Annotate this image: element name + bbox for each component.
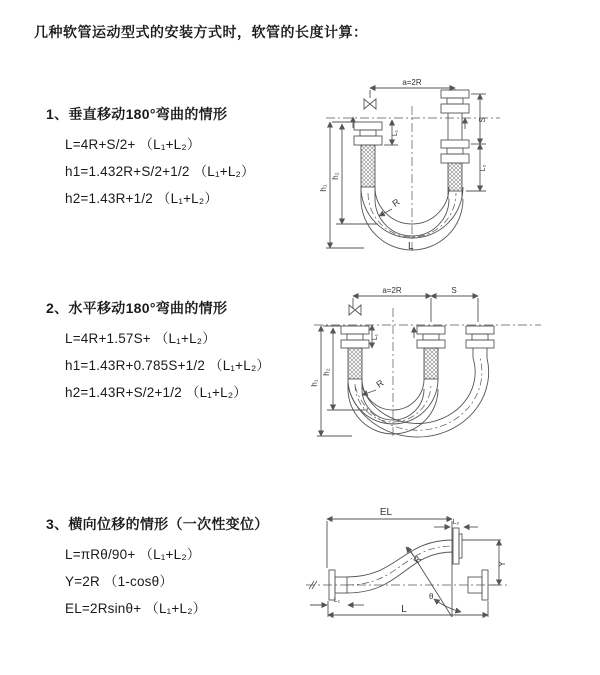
dim-label-s: S (451, 286, 457, 295)
dim-label-y: Y (497, 560, 507, 568)
horizontal-bend-drawing (306, 286, 596, 446)
dim-label-l1: L₁ (372, 333, 379, 341)
formula-line: EL=2Rsinθ+ （L₁+L₂） (65, 601, 207, 616)
section-2-heading: 2、水平移动180°弯曲的情形 (46, 300, 228, 316)
section-3-heading: 3、横向位移的情形（一次性变位） (46, 516, 269, 532)
diagram-horizontal-180-bend (306, 286, 596, 446)
dim-label-s: S (478, 117, 487, 123)
page-title: 几种软管运动型式的安装方式时，软管的长度计算： (34, 24, 368, 40)
dim-label-l: L (401, 604, 407, 615)
formula-line: h2=1.43R+1/2 （L₁+L₂） (65, 191, 219, 206)
diagram-vertical-180-bend (308, 76, 538, 256)
formula-line: L=πRθ/90+ （L₁+L₂） (65, 547, 201, 562)
dim-label-h2: h₂ (322, 368, 331, 376)
section-lateral-displacement (46, 514, 316, 622)
section-horizontal-movement (46, 298, 316, 406)
dim-label-l2: L₂ (452, 519, 460, 526)
dim-label-l1: L₁ (333, 597, 341, 604)
vertical-bend-drawing (308, 76, 538, 256)
section-vertical-movement (46, 104, 316, 212)
dim-label-h2: h₂ (331, 172, 340, 180)
radius-label: R (374, 377, 386, 390)
length-label: L (408, 241, 414, 252)
valve-icon (349, 305, 361, 315)
section-1-heading: 1、垂直移动180°弯曲的情形 (46, 106, 228, 122)
dim-label-l1: L₁ (392, 129, 399, 137)
formula-line: h1=1.43R+0.785S+1/2 （L₁+L₂） (65, 358, 271, 373)
dim-label-a2r: a=2R (402, 78, 422, 87)
dim-label-a2r: a=2R (382, 286, 402, 295)
diagram-lateral-displacement (298, 500, 598, 645)
formula-line: h2=1.43R+S/2+1/2 （L₁+L₂） (65, 385, 247, 400)
radius-label: R (390, 196, 402, 209)
dim-label-el: EL (379, 507, 393, 518)
formula-line: h1=1.432R+S/2+1/2 （L₁+L₂） (65, 164, 255, 179)
lateral-displacement-drawing (298, 500, 598, 645)
dim-label-l2: L₂ (480, 164, 487, 172)
dim-label-h1: h₁ (319, 184, 328, 192)
radius-label: R (411, 554, 424, 566)
formula-line: L=4R+S/2+ （L₁+L₂） (65, 137, 201, 152)
angle-label: θ (429, 592, 434, 601)
formula-line: L=4R+1.57S+ （L₁+L₂） (65, 331, 216, 346)
dim-label-h1: h₁ (310, 379, 319, 387)
formula-line: Y=2R （1-cosθ） (65, 574, 174, 589)
valve-icon (364, 99, 376, 109)
